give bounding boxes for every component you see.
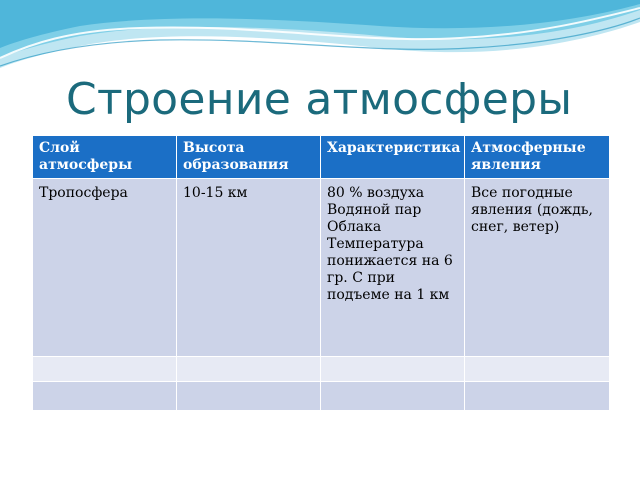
empty-cell	[321, 382, 465, 411]
atmosphere-table	[32, 135, 610, 411]
characteristic-line: Облака	[327, 219, 382, 235]
header-phenomena: Атмосферные явления	[465, 136, 610, 179]
cell-layer: Тропосфера	[33, 179, 177, 357]
cell-characteristics	[321, 179, 465, 357]
empty-cell	[177, 382, 321, 411]
table-header-row	[33, 136, 610, 179]
characteristic-line: Водяной пар	[327, 202, 422, 218]
header-height: Высота образования	[177, 136, 321, 179]
characteristic-line: Температура понижается на 6 гр. С при подъеме на 1 км	[327, 236, 453, 303]
empty-cell	[33, 357, 177, 382]
empty-cell	[177, 357, 321, 382]
header-characteristics: Характеристика	[321, 136, 465, 179]
cell-height: 10-15 км	[177, 179, 321, 357]
empty-cell	[321, 357, 465, 382]
table-row-empty	[33, 382, 610, 411]
cell-phenomena: Все погодные явления (дождь, снег, ветер)	[465, 179, 610, 357]
table-row-empty	[33, 357, 610, 382]
table-row	[33, 179, 610, 357]
header-layer: Слой атмосферы	[33, 136, 177, 179]
characteristic-line: 80 % воздуха	[327, 185, 425, 201]
page-title: Строение атмосферы	[66, 74, 573, 125]
empty-cell	[33, 382, 177, 411]
empty-cell	[465, 357, 610, 382]
empty-cell	[465, 382, 610, 411]
